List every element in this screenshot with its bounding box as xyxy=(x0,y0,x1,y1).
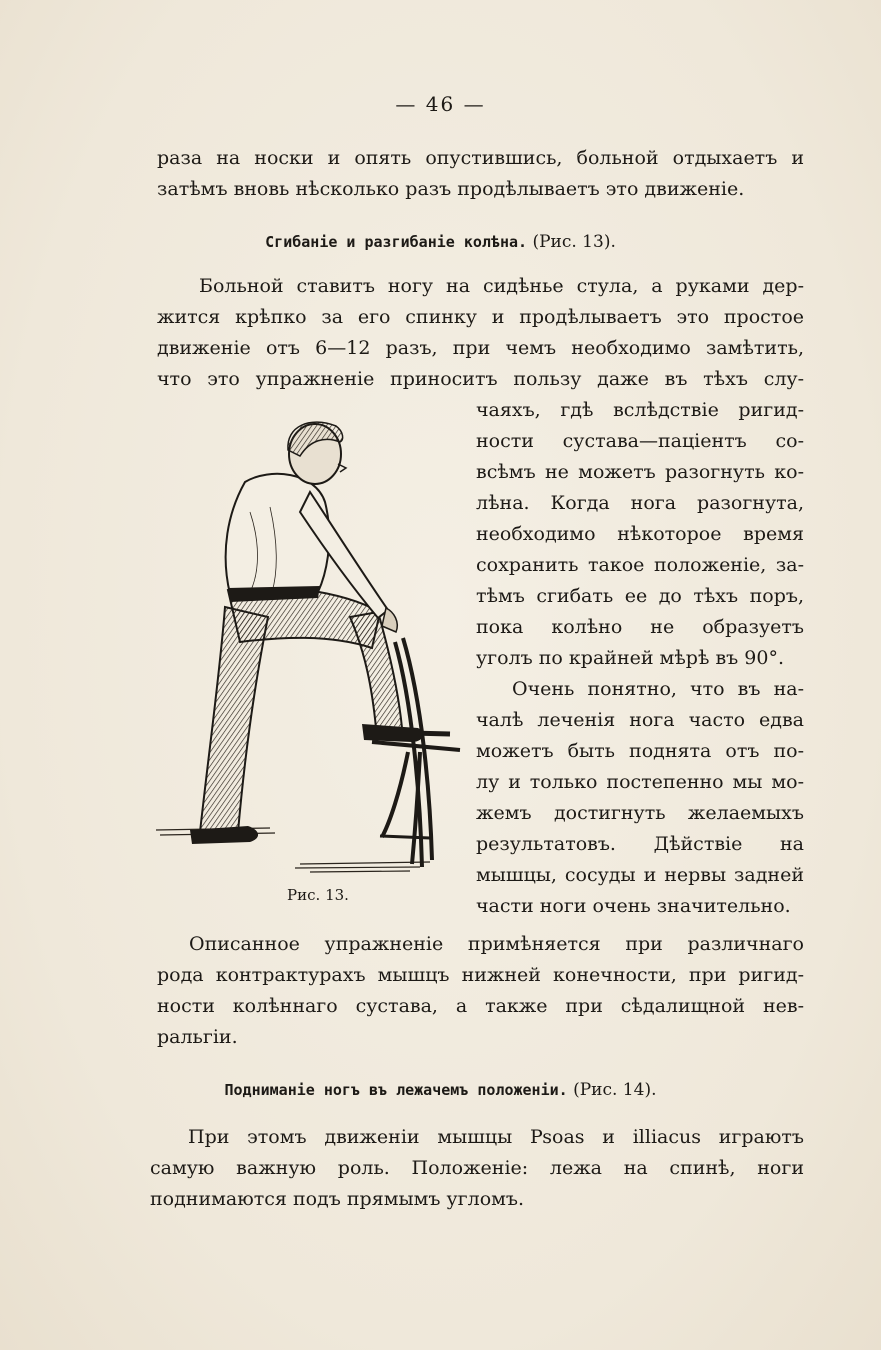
text-line: необходимо нѣкоторое время xyxy=(476,523,804,545)
text-line: уголъ по крайней мѣрѣ въ 90°. xyxy=(476,647,784,669)
paragraph-leg-raise xyxy=(150,1122,804,1215)
text-line: При этомъ движеніи мышцы Psoas и illiacus играютъ xyxy=(188,1126,804,1148)
section-heading-leg-raise xyxy=(0,1080,881,1100)
section-heading-knee xyxy=(0,232,881,252)
text-line: жемъ достигнуть желаемыхъ xyxy=(476,802,804,824)
figure-reference: (Рис. 13). xyxy=(532,232,616,252)
page-number: — 46 — xyxy=(395,92,486,116)
text-line: тѣмъ сгибать ее до тѣхъ поръ, xyxy=(476,585,804,607)
text-line: поднимаются подъ прямымъ угломъ. xyxy=(150,1188,525,1210)
text-line: рода контрактурахъ мышцъ нижней конечности, при ригид- xyxy=(157,964,804,986)
text-line: мышцы, сосуды и нервы задней xyxy=(476,864,804,886)
text-line: части ноги очень значительно. xyxy=(476,895,791,917)
raised-shoe xyxy=(362,724,423,742)
text-line: всѣмъ не можетъ разогнуть ко- xyxy=(476,461,804,483)
knee-flexion-illustration xyxy=(150,412,468,880)
section-heading-title: Подниманіе ногъ въ лежачемъ положеніи. xyxy=(224,1081,568,1099)
text-line: жится крѣпко за его спинку и продѣлываетъ это простое xyxy=(157,306,804,328)
figure-reference: (Рис. 14). xyxy=(573,1080,657,1100)
text-line: можетъ быть поднята отъ по- xyxy=(476,740,804,762)
paragraph-indications xyxy=(157,929,804,1053)
text-line: лу и только постепенно мы мо- xyxy=(476,771,804,793)
figure-caption: Рис. 13. xyxy=(287,886,349,904)
section-heading-title: Сгибаніе и разгибаніе колѣна. xyxy=(265,233,528,251)
text-line: Описанное упражненіе примѣняется при различнаго xyxy=(189,933,804,955)
text-line: лѣна. Когда нога разогнута, xyxy=(476,492,804,514)
text-line: раза на носки и опять опустившись, больной отдыхаетъ и xyxy=(157,147,804,169)
text-line: результатовъ. Дѣйствіе на xyxy=(476,833,804,855)
text-line: что это упражненіе приноситъ пользу даже въ тѣхъ слу- xyxy=(157,368,804,390)
text-line: ральгіи. xyxy=(157,1026,238,1048)
intro-paragraph xyxy=(157,143,804,205)
text-line: Очень понятно, что въ на- xyxy=(512,678,804,700)
side-text-column xyxy=(476,395,804,922)
text-line: Больной ставитъ ногу на сидѣнье стула, а руками дер- xyxy=(199,275,804,297)
text-line: пока колѣно не образуетъ xyxy=(476,616,804,638)
paragraph-knee-exercise xyxy=(157,271,804,395)
text-line: ности колѣннаго сустава, а также при сѣдалищной нев- xyxy=(157,995,804,1017)
text-line: сохранить такое положеніе, за- xyxy=(476,554,804,576)
text-line: самую важную роль. Положеніе: лежа на спинѣ, ноги xyxy=(150,1157,804,1179)
text-line: чалѣ леченія нога часто едва xyxy=(476,709,804,731)
text-line: ности сустава—паціентъ со- xyxy=(476,430,804,452)
text-line: движеніе отъ 6—12 разъ, при чемъ необходимо замѣтить, xyxy=(157,337,804,359)
text-line: затѣмъ вновь нѣсколько разъ продѣлываетъ это движеніе. xyxy=(157,178,745,200)
text-line: чаяхъ, гдѣ вслѣдствіе ригид- xyxy=(476,399,804,421)
